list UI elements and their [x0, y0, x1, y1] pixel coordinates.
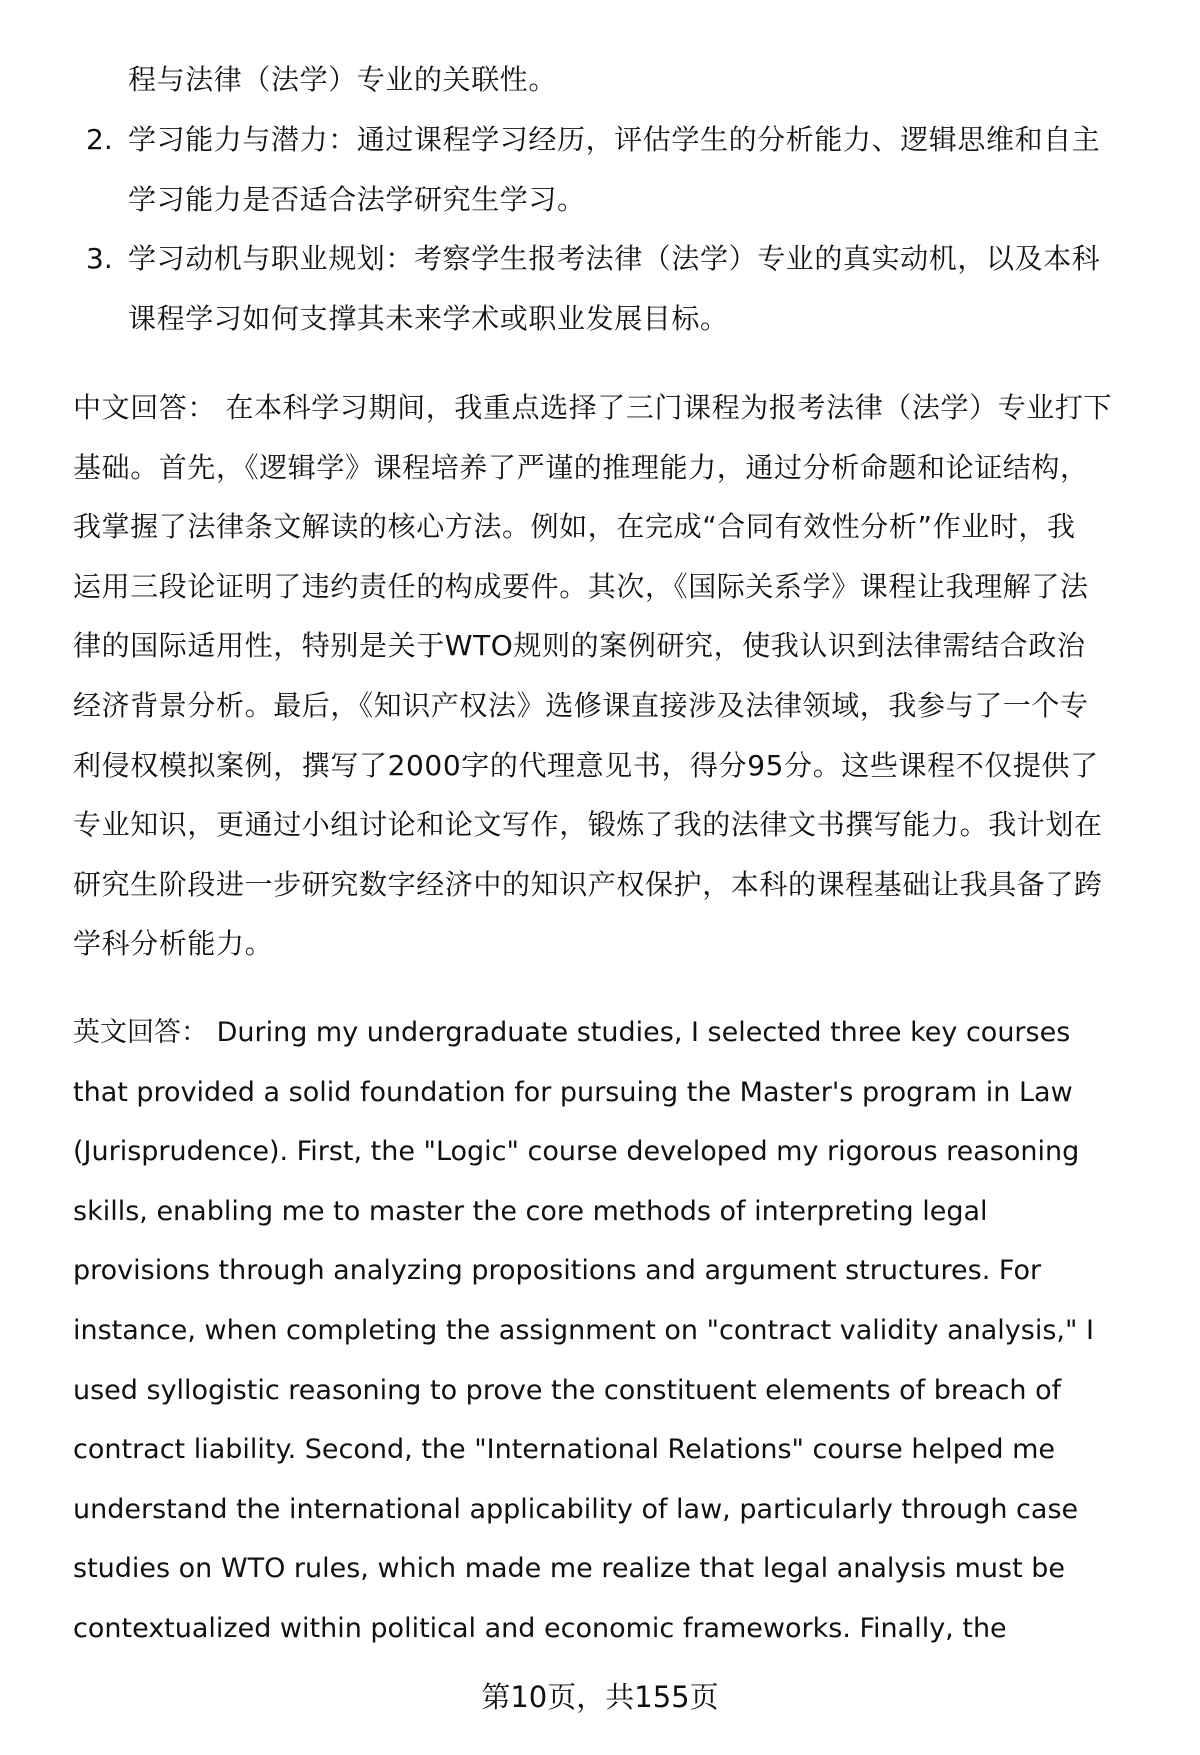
paragraph-line: 我掌握了法律条文解读的核心方法。例如，在完成“合同有效性分析”作业时，我 [73, 510, 1076, 544]
paragraph-line: provisions through analyzing propositions and argument structures. For [73, 1255, 1042, 1287]
list-number-3: 3. [86, 242, 113, 275]
paragraph-line: (Jurisprudence). First, the "Logic" course developed my rigorous reasoning [73, 1136, 1080, 1168]
list-item-3-line: 学习动机与职业规划：考察学生报考法律（法学）专业的真实动机，以及本科 [128, 242, 1101, 275]
paragraph-line: 专业知识，更通过小组讨论和论文写作，锻炼了我的法律文书撰写能力。我计划在 [73, 808, 1103, 842]
paragraph-line: 利侵权模拟案例，撰写了2000字的代理意见书，得分95分。这些课程不仅提供了 [73, 748, 1099, 782]
page-number: 第10页，共155页 [481, 1680, 719, 1714]
list-item-2-line: 学习能力与潜力：通过课程学习经历，评估学生的分析能力、逻辑思维和自主 [128, 123, 1101, 156]
paragraph-line: 律的国际适用性，特别是关于WTO规则的案例研究，使我认识到法律需结合政治 [73, 629, 1086, 663]
paragraph-line: used syllogistic reasoning to prove the constituent elements of breach of [73, 1374, 1062, 1406]
paragraph-line: 英文回答： During my undergraduate studies, I selected three key courses [73, 1017, 1071, 1048]
paragraph-line: that provided a solid foundation for pursuing the Master's program in Law [73, 1076, 1073, 1108]
paragraph-line: 学科分析能力。 [73, 927, 274, 961]
paragraph-line: 研究生阶段进一步研究数字经济中的知识产权保护，本科的课程基础让我具备了跨 [73, 867, 1103, 901]
list-number-2: 2. [86, 123, 113, 156]
paragraph-line: 基础。首先，《逻辑学》课程培养了严谨的推理能力，通过分析命题和论证结构， [73, 450, 1089, 484]
paragraph-line: contract liability. Second, the "International Relations" course helped me [73, 1434, 1055, 1466]
paragraph-line: 中文回答： 在本科学习期间，我重点选择了三门课程为报考法律（法学）专业打下 [73, 391, 1113, 424]
paragraph-line: instance, when completing the assignment on "contract validity analysis," I [73, 1315, 1094, 1346]
list-item-3-line: 课程学习如何支撑其未来学术或职业发展目标。 [128, 302, 729, 335]
list-item-2-line: 学习能力是否适合法学研究生学习。 [128, 183, 586, 216]
paragraph-line: studies on WTO rules, which made me realize that legal analysis must be [73, 1553, 1065, 1585]
paragraph-line: 经济背景分析。最后，《知识产权法》选修课直接涉及法律领域，我参与了一个专 [73, 689, 1089, 722]
paragraph-line: skills, enabling me to master the core methods of interpreting legal [73, 1195, 988, 1227]
list-item-1-tail: 程与法律（法学）专业的关联性。 [128, 63, 558, 96]
paragraph-line: understand the international applicability of law, particularly through case [73, 1493, 1079, 1525]
paragraph-line: 运用三段论证明了违约责任的构成要件。其次，《国际关系学》课程让我理解了法 [73, 569, 1089, 603]
paragraph-line: contextualized within political and economic frameworks. Finally, the [73, 1613, 1007, 1644]
